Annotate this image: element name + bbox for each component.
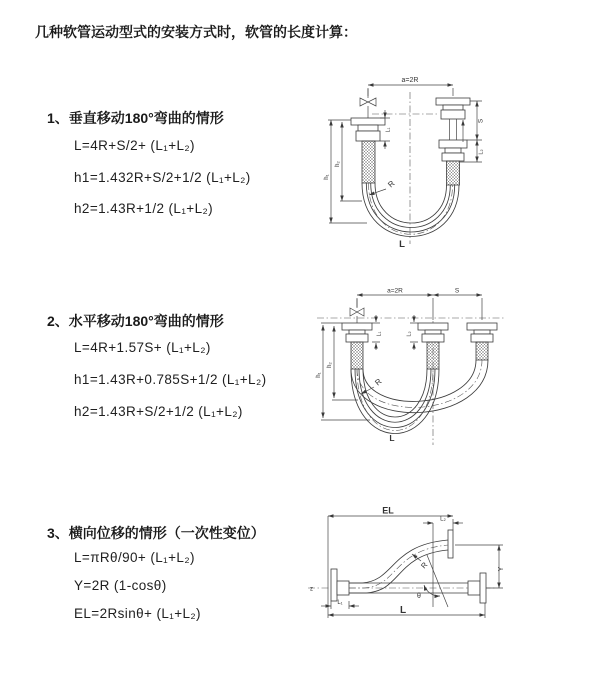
dimension-l1: [380, 110, 392, 149]
braided-hose-section: [362, 141, 375, 183]
dimension-l2: [477, 140, 485, 162]
h2-label: h₂: [327, 362, 333, 368]
section-2-heading: 2、水平移动180°弯曲的情形: [47, 313, 224, 329]
hose-u-bend: [362, 183, 459, 237]
theta-label: θ: [417, 593, 421, 600]
valve-icon: [350, 299, 364, 323]
dimension-l2: [407, 315, 419, 350]
radius-callout: [412, 554, 430, 570]
l2-label: L₂: [478, 149, 485, 155]
section-2-formula-h2: h2=1.43R+S/2+1/2 (L₁+L₂): [74, 404, 243, 419]
h1-label: h₁: [316, 372, 322, 378]
s-label: S: [454, 287, 460, 295]
section-2-formula-L: L=4R+1.57S+ (L₁+L₂): [74, 340, 211, 355]
section-3-heading: 3、横向位移的情形（一次性变位）: [47, 525, 265, 541]
dimension-el: [328, 506, 453, 619]
h2-label: h₂: [335, 161, 341, 167]
radius-label: R: [373, 376, 384, 388]
radius-label: R: [386, 178, 397, 190]
l1-label: L₁: [376, 331, 383, 337]
middle-fitting: [418, 323, 448, 369]
dimension-l1: [372, 315, 383, 350]
valve-icon: [360, 89, 376, 118]
section-1-formula-h2: h2=1.43R+1/2 (L₁+L₂): [74, 201, 214, 216]
upper-flange-displaced: [448, 530, 453, 558]
left-flange: [331, 569, 349, 601]
left-fitting: [351, 118, 385, 183]
section-1-heading: 1、垂直移动180°弯曲的情形: [47, 110, 224, 126]
dimension-l1: [321, 600, 359, 609]
l1-label: L₁: [385, 127, 392, 133]
section-3-formula-EL: EL=2Rsinθ+ (L₁+L₂): [74, 606, 201, 621]
section-3-formula-Y: Y=2R (1-cosθ): [74, 578, 167, 593]
y-label: Y: [498, 566, 505, 572]
moved-fitting: [467, 323, 497, 360]
dimension-l: [328, 603, 485, 618]
section-2-formula-h1: h1=1.43R+0.785S+1/2 (L₁+L₂): [74, 372, 267, 387]
l2-label: L₂: [440, 516, 446, 523]
hose-u-bend-moved: [351, 360, 488, 413]
datum-mark: z: [310, 586, 313, 593]
section-1-formula-L: L=4R+S/2+ (L₁+L₂): [74, 138, 195, 153]
radius-label: R: [418, 560, 430, 571]
braided-hose-section: [447, 161, 460, 185]
length-label: L: [389, 433, 395, 443]
span-label: a=2R: [387, 287, 403, 295]
diagram-vertical-180-bend: [312, 72, 582, 257]
span-label: a=2R: [401, 77, 419, 84]
dimension-s: [433, 288, 482, 296]
right-pipe: [436, 98, 470, 185]
left-fitting: [342, 323, 372, 369]
length-label: L: [399, 239, 405, 250]
l1-label: L₁: [337, 600, 343, 606]
l2-label: L₂: [406, 331, 413, 337]
section-3-formula-L: L=πRθ/90+ (L₁+L₂): [74, 550, 195, 565]
right-flange-initial: [468, 573, 486, 603]
s-label: S: [477, 118, 485, 124]
el-label: EL: [382, 505, 394, 516]
diagram-horizontal-180-bend: [312, 283, 592, 458]
diagram-lateral-displacement: [300, 503, 600, 653]
length-label: L: [399, 605, 407, 616]
dimension-span: [368, 77, 453, 96]
h1-label: h₁: [324, 174, 330, 180]
section-1-formula-h1: h1=1.432R+S/2+1/2 (L₁+L₂): [74, 170, 251, 185]
hose-u-bend-initial: [351, 369, 439, 434]
page-title: 几种软管运动型式的安装方式时，软管的长度计算：: [35, 24, 357, 40]
